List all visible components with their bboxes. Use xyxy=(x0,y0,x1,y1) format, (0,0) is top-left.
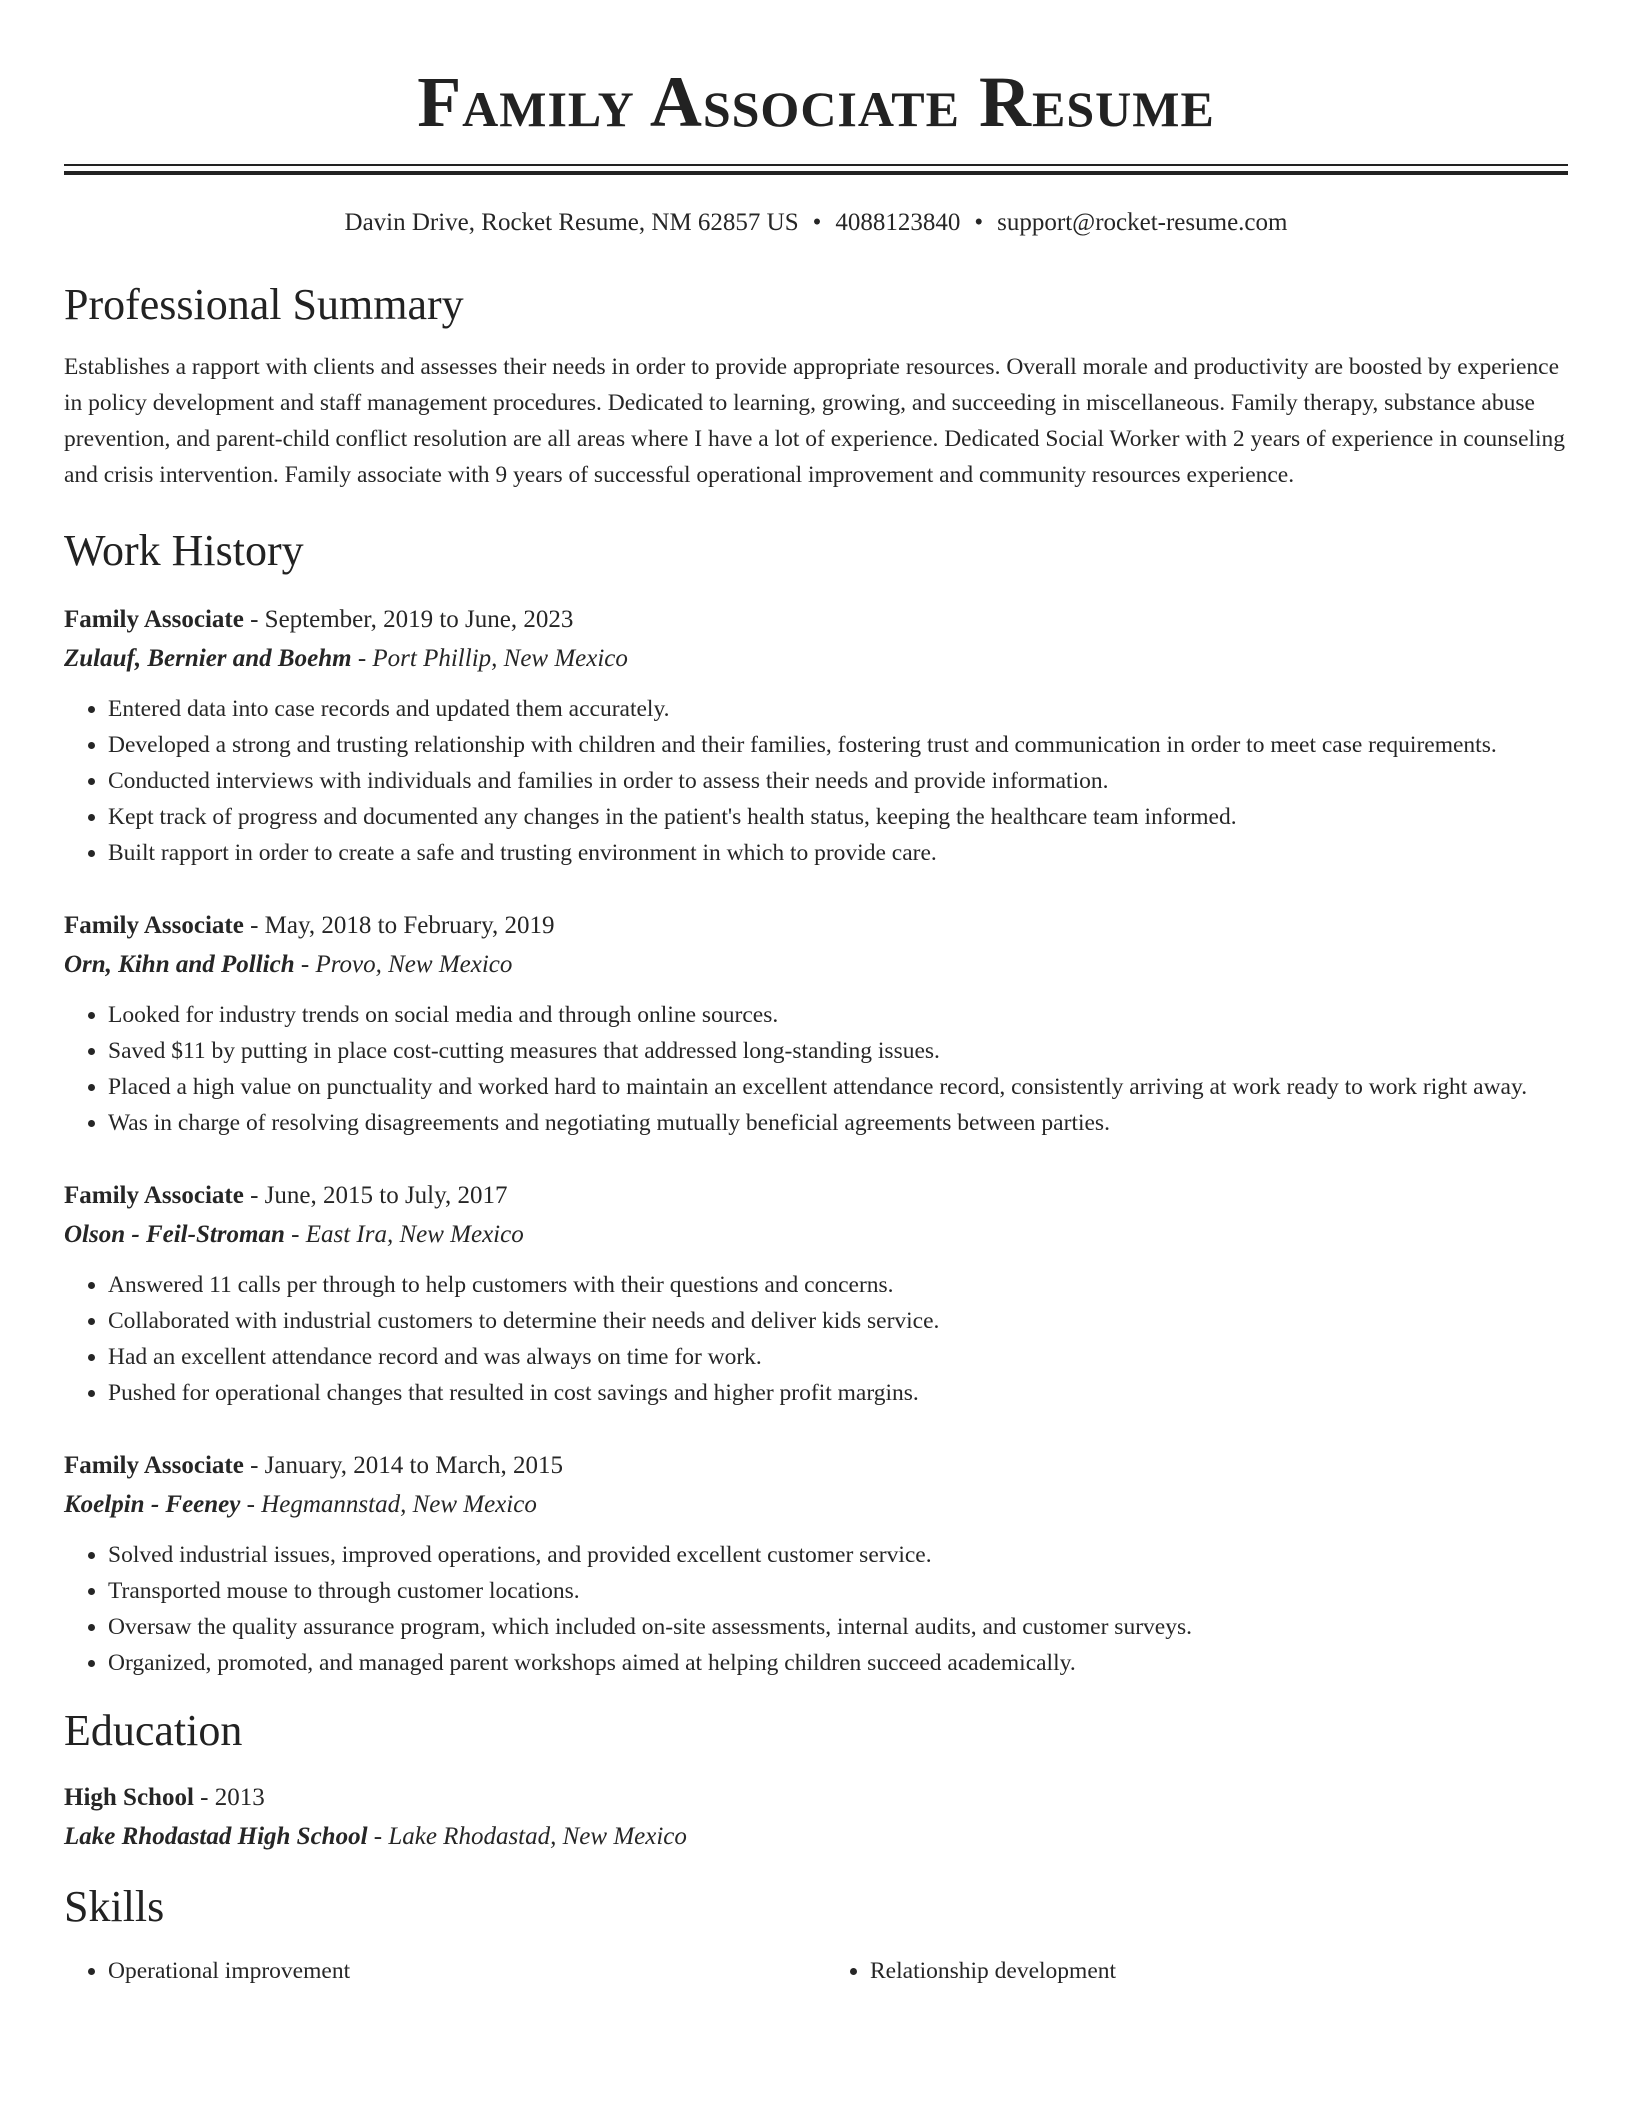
contact-separator: • xyxy=(812,209,822,236)
skills-heading: Skills xyxy=(64,1882,165,1931)
employer-line xyxy=(64,639,1568,679)
job-location: - Provo, New Mexico xyxy=(294,951,513,978)
education-degree-line xyxy=(64,1779,1568,1817)
job-role: Family Associate xyxy=(64,1452,244,1479)
job-entry xyxy=(64,601,1568,871)
job-location: - East Ira, New Mexico xyxy=(284,1221,524,1248)
job-bullet: • Developed a strong and trusting relationship with children and their families, fostering trust and communication in order to meet case requirements. xyxy=(108,727,1568,763)
job-bullet: • Built rapport in order to create a safe and trusting environment in which to provide care. xyxy=(108,835,1568,871)
job-bullet: • Transported mouse to through customer locations. xyxy=(108,1573,1568,1609)
job-title-line xyxy=(64,1447,1568,1485)
job-role: Family Associate xyxy=(64,1182,244,1209)
education-school-line xyxy=(64,1817,1568,1857)
contact-separator: • xyxy=(974,209,984,236)
job-title-line xyxy=(64,601,1568,639)
job-bullet: • Conducted interviews with individuals and families in order to assess their needs and provide information. xyxy=(108,763,1568,799)
work-history-heading: Work History xyxy=(64,526,304,575)
job-location: - Hegmannstad, New Mexico xyxy=(240,1491,537,1518)
job-dates: - June, 2015 to July, 2017 xyxy=(243,1182,508,1209)
summary-text: Establishes a rapport with clients and assesses their needs in order to provide appropriate resources. Overall morale and productivity are boosted by experience in policy development and staff management procedures. Dedicated to learning, growing, and succeeding in miscellaneous. Family therapy, substance abuse prevention, and parent-child conflict resolution are all areas where I have a lot of experience. Dedicated Social Worker with 2 years of experience in counseling and crisis intervention. Family associate with 9 years of successful operational improvement and community resources experience. xyxy=(64,354,1566,488)
job-dates: - May, 2018 to February, 2019 xyxy=(243,912,555,939)
education-degree: High School xyxy=(64,1784,194,1811)
job-bullet: • Pushed for operational changes that resulted in cost savings and higher profit margins. xyxy=(108,1375,1568,1411)
contact-email: support@rocket-resume.com xyxy=(997,209,1288,236)
job-company: Orn, Kihn and Pollich xyxy=(64,951,295,978)
job-title-line xyxy=(64,907,1568,945)
education-year: - 2013 xyxy=(193,1784,265,1811)
title-divider xyxy=(64,164,1568,175)
job-bullet: • Collaborated with industrial customers to determine their needs and deliver kids service. xyxy=(108,1303,1568,1339)
job-bullet: • Entered data into case records and updated them accurately. xyxy=(108,691,1568,727)
skills-column-right xyxy=(826,1953,1568,1989)
job-bullets xyxy=(64,997,1568,1141)
job-entry xyxy=(64,1177,1568,1411)
resume-title: Family Associate Resume xyxy=(417,62,1215,142)
job-bullets xyxy=(64,1537,1568,1681)
contact-line xyxy=(64,207,1568,239)
job-dates: - September, 2019 to June, 2023 xyxy=(243,606,574,633)
job-entry xyxy=(64,907,1568,1141)
employer-line xyxy=(64,945,1568,985)
resume-page xyxy=(64,0,1568,1989)
summary-heading: Professional Summary xyxy=(64,280,464,329)
job-title-line xyxy=(64,1177,1568,1215)
job-bullet: • Was in charge of resolving disagreements and negotiating mutually beneficial agreements between parties. xyxy=(108,1105,1568,1141)
contact-phone: 4088123840 xyxy=(835,209,961,236)
job-role: Family Associate xyxy=(64,606,244,633)
education-heading: Education xyxy=(64,1706,243,1755)
job-entry xyxy=(64,1447,1568,1681)
job-bullet: • Kept track of progress and documented any changes in the patient's health status, keeping the healthcare team informed. xyxy=(108,799,1568,835)
education-entry xyxy=(64,1779,1568,1857)
employer-line xyxy=(64,1485,1568,1525)
job-bullet: • Oversaw the quality assurance program, which included on-site assessments, internal audits, and customer surveys. xyxy=(108,1609,1568,1645)
job-bullet: • Organized, promoted, and managed parent workshops aimed at helping children succeed academically. xyxy=(108,1645,1568,1681)
job-role: Family Associate xyxy=(64,912,244,939)
job-company: Zulauf, Bernier and Boehm xyxy=(64,645,352,672)
contact-address: Davin Drive, Rocket Resume, NM 62857 US xyxy=(344,209,799,236)
education-school: Lake Rhodastad High School xyxy=(64,1823,368,1850)
skills-grid xyxy=(64,1953,1568,1989)
skill-item: • Relationship development xyxy=(870,1953,1568,1989)
job-dates: - January, 2014 to March, 2015 xyxy=(243,1452,563,1479)
skills-column-left xyxy=(64,1953,806,1989)
employer-line xyxy=(64,1215,1568,1255)
job-bullets xyxy=(64,1267,1568,1411)
job-bullet: • Solved industrial issues, improved operations, and provided excellent customer service. xyxy=(108,1537,1568,1573)
job-bullet: • Placed a high value on punctuality and worked hard to maintain an excellent attendance record, consistently arriving at work ready to work right away. xyxy=(108,1069,1568,1105)
job-bullet: • Looked for industry trends on social media and through online sources. xyxy=(108,997,1568,1033)
education-location: - Lake Rhodastad, New Mexico xyxy=(367,1823,687,1850)
job-location: - Port Phillip, New Mexico xyxy=(351,645,628,672)
job-company: Olson - Feil-Stroman xyxy=(64,1221,285,1248)
job-company: Koelpin - Feeney xyxy=(64,1491,241,1518)
job-bullet: • Saved $11 by putting in place cost-cutting measures that addressed long-standing issues. xyxy=(108,1033,1568,1069)
skill-item: • Operational improvement xyxy=(108,1953,806,1989)
job-bullet: • Answered 11 calls per through to help customers with their questions and concerns. xyxy=(108,1267,1568,1303)
job-bullets xyxy=(64,691,1568,871)
job-bullet: • Had an excellent attendance record and was always on time for work. xyxy=(108,1339,1568,1375)
